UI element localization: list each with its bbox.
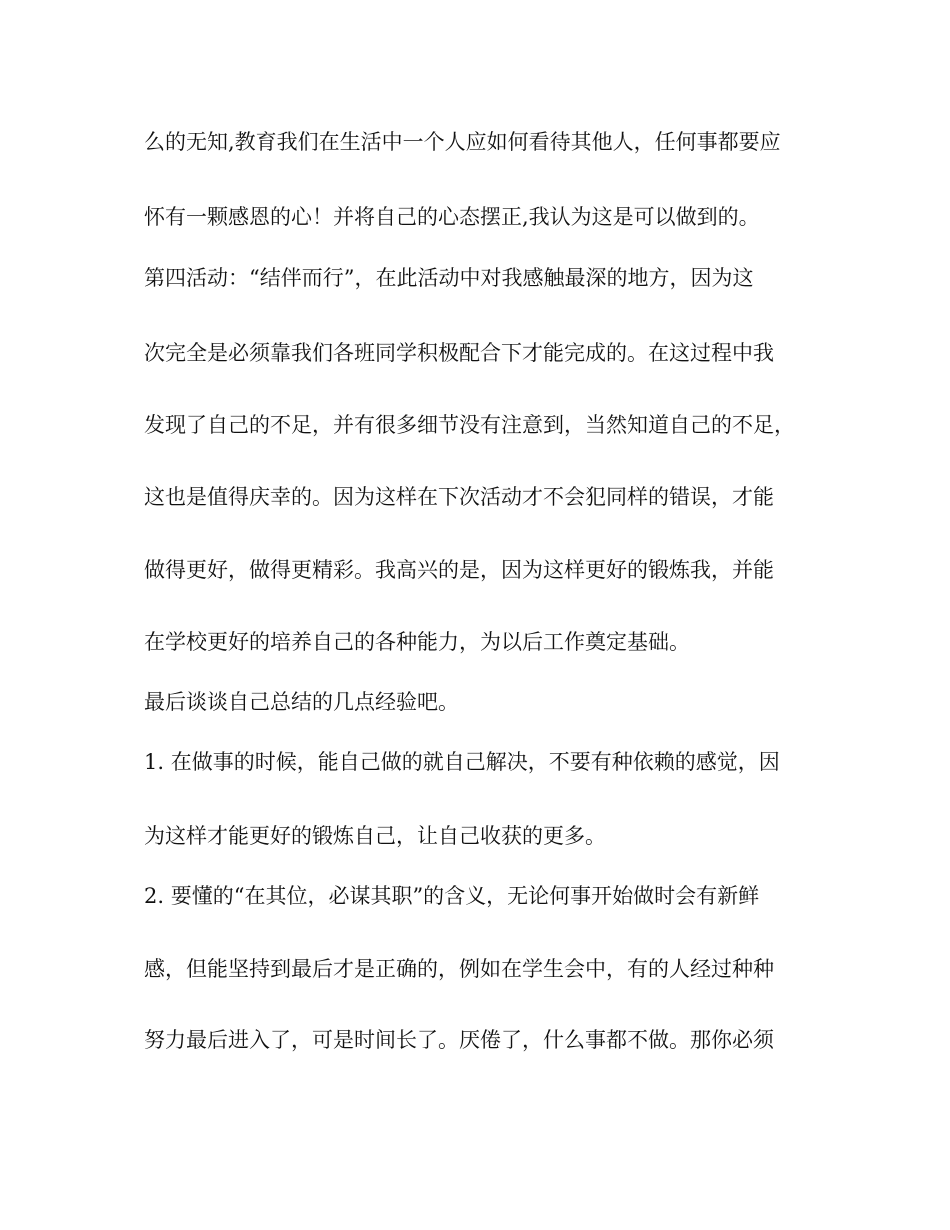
text-line: 在学校更好的培养自己的各种能力，为以后工作奠定基础。	[144, 630, 690, 654]
text-line: 为这样才能更好的锻炼自己，让自己收获的更多。	[144, 824, 606, 848]
text-line: 做得更好，做得更精彩。我高兴的是，因为这样更好的锻炼我，并能	[144, 558, 774, 582]
text-line: 次完全是必须靠我们各班同学积极配合下才能完成的。在这过程中我	[144, 341, 774, 365]
text-line: 感，但能坚持到最后才是正确的，例如在学生会中，有的人经过种种	[144, 957, 774, 981]
list-item-1: 1. 在做事的时候，能自己做的就自己解决，不要有种依赖的感觉，因	[144, 750, 780, 774]
text-line: 努力最后进入了，可是时间长了。厌倦了，什么事都不做。那你必须	[144, 1028, 774, 1052]
text-line: 最后谈谈自己总结的几点经验吧。	[144, 690, 459, 714]
list-item-2: 2. 要懂的“在其位，必谋其职”的含义，无论何事开始做时会有新鲜	[144, 884, 760, 908]
text-line: 么的无知,教育我们在生活中一个人应如何看待其他人，任何事都要应	[144, 130, 781, 154]
text-line: 这也是值得庆幸的。因为这样在下次活动才不会犯同样的错误，才能	[144, 485, 774, 509]
text-line: 第四活动：“结伴而行”，在此活动中对我感触最深的地方，因为这	[144, 266, 754, 290]
text-line: 怀有一颗感恩的心！并将自己的心态摆正,我认为这是可以做到的。	[144, 205, 760, 229]
text-line: 发现了自己的不足，并有很多细节没有注意到，当然知道自己的不足，	[144, 413, 795, 437]
